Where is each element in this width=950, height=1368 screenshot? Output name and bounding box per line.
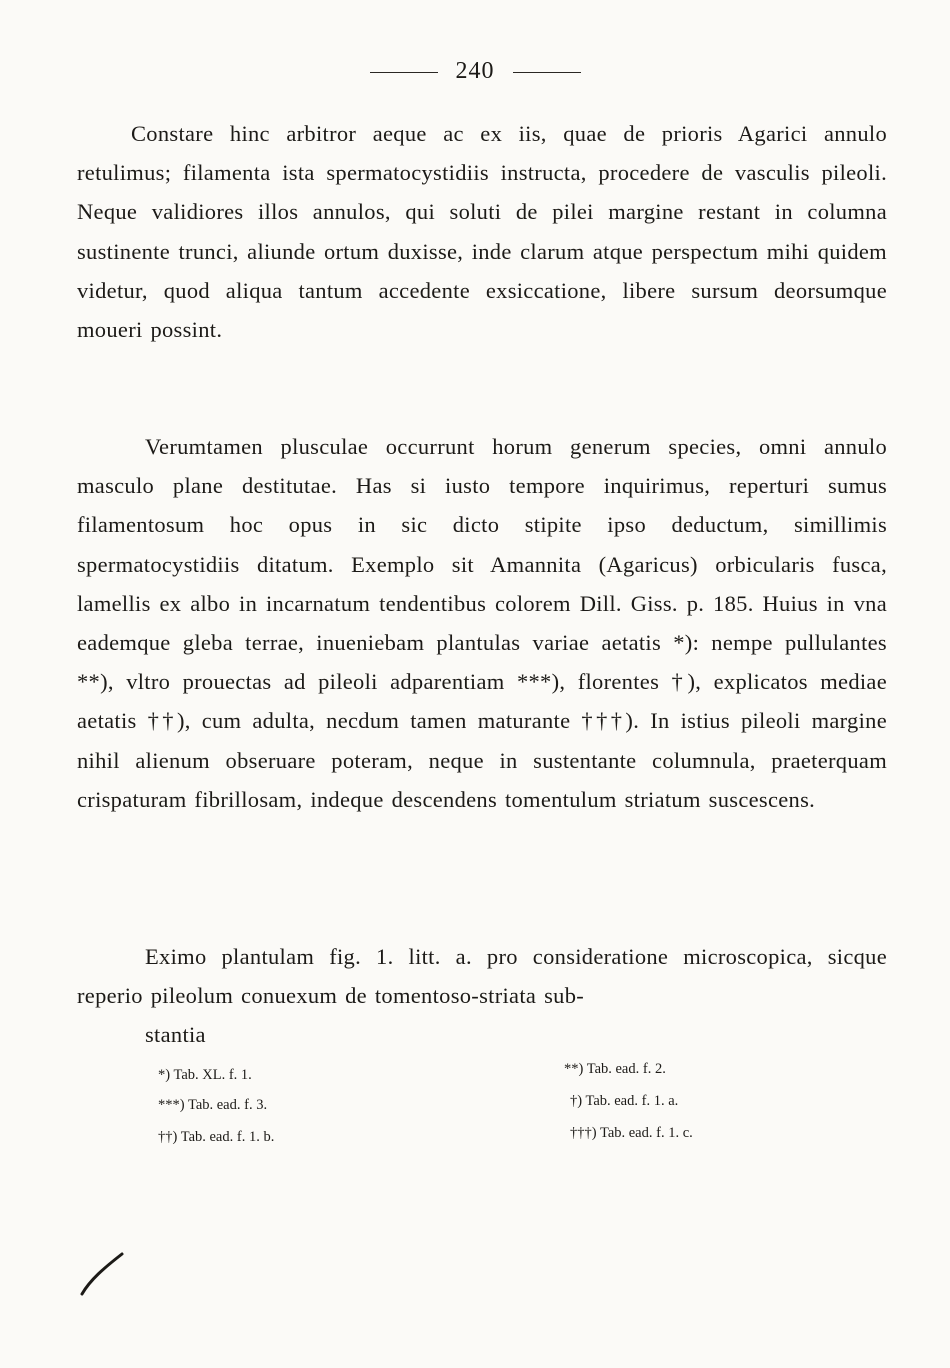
footnote-2	[564, 1053, 666, 1085]
paragraph-3-text: Eximo plantulam fig. 1. litt. a. pro consideratione microscopica, sicque reperio pileolum conuexum de tomentoso-striata sub-	[77, 944, 887, 1009]
footnote-mark: ***)	[158, 1097, 185, 1113]
footnote-mark: *)	[158, 1067, 171, 1083]
footnote-mark: **)	[564, 1061, 584, 1077]
footnote-text: Tab. ead. f. 2.	[586, 1061, 666, 1077]
catchword: stantia	[145, 1022, 206, 1048]
ink-stroke-mark	[78, 1250, 128, 1300]
footnote-text: Tab. ead. f. 1. b.	[180, 1129, 275, 1145]
page-header	[0, 58, 950, 85]
footnote-1	[158, 1059, 252, 1091]
paragraph-3	[77, 937, 887, 1055]
footnote-text: Tab. ead. f. 1. a.	[585, 1093, 679, 1109]
footnote-mark: ††)	[158, 1129, 178, 1145]
header-rule-right	[513, 72, 581, 73]
footnote-4	[570, 1085, 678, 1117]
footnote-text: Tab. XL. f. 1.	[173, 1067, 252, 1083]
footnote-6	[570, 1117, 693, 1149]
footnote-text: Tab. ead. f. 3.	[187, 1097, 268, 1113]
paragraph-2: Verumtamen plusculae occurrunt horum generum species, omni annulo masculo plane destitutae. Has si iusto tempore inquirimus, reperturi sumus filamentosum hoc opus in sic dicto stipite ipso deductum, simillimis spermatocystidiis ditatum. Exemplo sit Amannita (Agaricus) orbicularis fusca, lamellis ex albo in incarnatum tendentibus colorem Dill. Giss. p. 185. Huius in vna eademque gleba terrae, inueniebam plantulas variae aetatis *): nempe pullulantes **), vltro prouectas ad pileoli adparentiam ***), florentes †), explicatos mediae aetatis ††), cum adulta, necdum tamen maturante †††). In istius pileoli margine nihil alienum obseruare poteram, neque in sustentante columnula, praeterquam crispaturam fibrillosam, indeque descendens tomentulum striatum suscescens.	[77, 434, 887, 812]
footnote-mark: †)	[570, 1093, 583, 1109]
footnote-5	[158, 1121, 274, 1153]
footnote-mark: †††)	[570, 1125, 597, 1141]
footnote-text: Tab. ead. f. 1. c.	[599, 1125, 693, 1141]
header-rule-left	[370, 72, 438, 73]
paragraph-1: Constare hinc arbitror aeque ac ex iis, quae de prioris Agarici annulo retulimus; filamenta ista spermatocystidiis instructa, procedere de vasculis pileoli. Neque validiores illos annulos, qui soluti de pilei margine restant in columna sustinente trunci, aliunde ortum duxisse, inde clarum atque perspectum mihi quidem videtur, quod aliqua tantum accedente exsiccatione, libere sursum deorsumque moueri possint.	[77, 121, 887, 343]
footnote-3	[158, 1089, 267, 1121]
page-number: 240	[455, 58, 495, 84]
